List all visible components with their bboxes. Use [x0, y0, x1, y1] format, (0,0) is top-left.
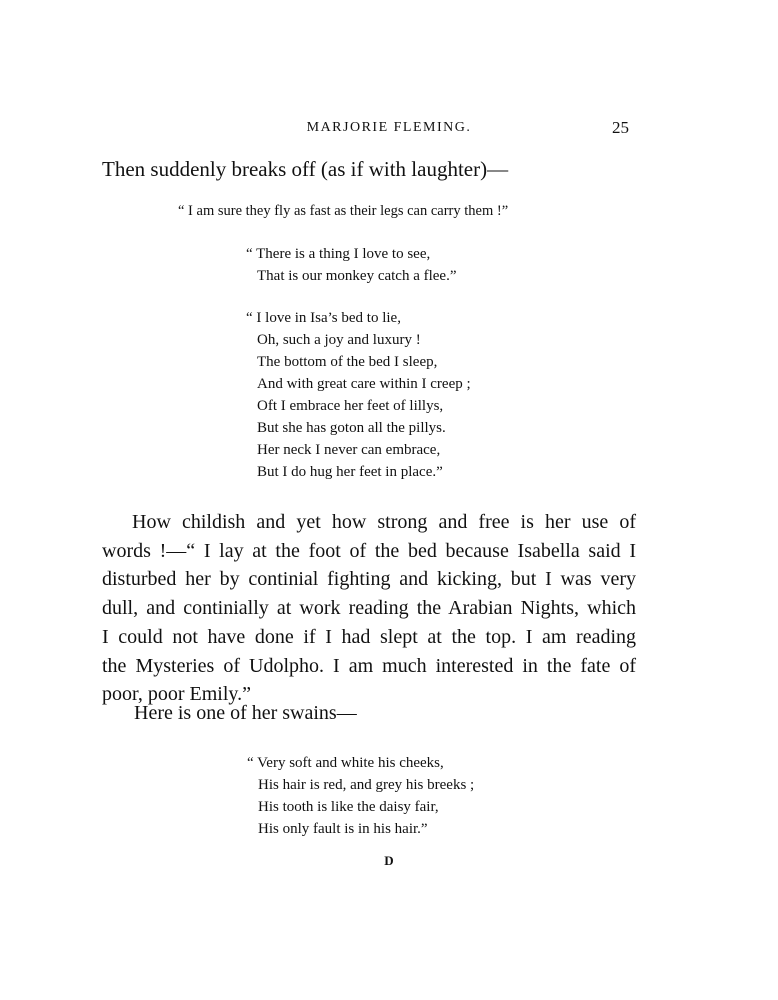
- verse-line: His tooth is like the daisy fair,: [258, 799, 439, 815]
- paragraph-line: words !—“ I lay at the foot of the bed because Isabella said I: [102, 539, 636, 562]
- verse-line: But she has goton all the pillys.: [257, 420, 446, 436]
- verse-line: “ Very soft and white his cheeks,: [247, 755, 444, 771]
- verse-line: Oft I embrace her feet of lillys,: [257, 398, 444, 414]
- verse-line: Her neck I never can embrace,: [257, 442, 441, 458]
- swains-line: Here is one of her swains—: [134, 702, 357, 724]
- paragraph-line: poor, poor Emily.”: [102, 683, 251, 706]
- paragraph-line: I could not have done if I had slept at the top. I am reading: [102, 625, 636, 648]
- lead-line: Then suddenly breaks off (as if with laughter)—: [102, 157, 509, 181]
- verse-monkey: [246, 243, 457, 287]
- main-paragraph: [102, 508, 636, 709]
- verse-line: But I do hug her feet in place.”: [257, 464, 443, 480]
- quote-single: “ I am sure they fly as fast as their legs can carry them !”: [178, 203, 509, 219]
- verse-line: That is our monkey catch a flee.”: [257, 268, 457, 284]
- verse-line: His only fault is in his hair.”: [258, 821, 428, 837]
- paragraph-line: the Mysteries of Udolpho. I am much interested in the fate of: [102, 654, 636, 677]
- verse-line: His hair is red, and grey his breeks ;: [258, 777, 475, 793]
- paragraph-line: dull, and continially at work reading the Arabian Nights, which: [102, 597, 636, 620]
- verse-isa: [246, 307, 471, 483]
- paragraph-line: disturbed her by continial fighting and kicking, but I was very: [102, 568, 636, 591]
- verse-line: And with great care within I creep ;: [257, 376, 471, 392]
- verse-line: Oh, such a joy and luxury !: [257, 332, 421, 348]
- paragraph-line: How childish and yet how strong and free is her use of: [132, 511, 636, 533]
- page-number: 25: [612, 118, 629, 137]
- signature-mark: D: [384, 853, 394, 868]
- verse-swain: [247, 752, 474, 840]
- verse-line: The bottom of the bed I sleep,: [257, 354, 438, 370]
- running-title: MARJORIE FLEMING.: [306, 120, 472, 135]
- verse-line: “ There is a thing I love to see,: [246, 246, 431, 262]
- verse-line: “ I love in Isa’s bed to lie,: [246, 310, 401, 326]
